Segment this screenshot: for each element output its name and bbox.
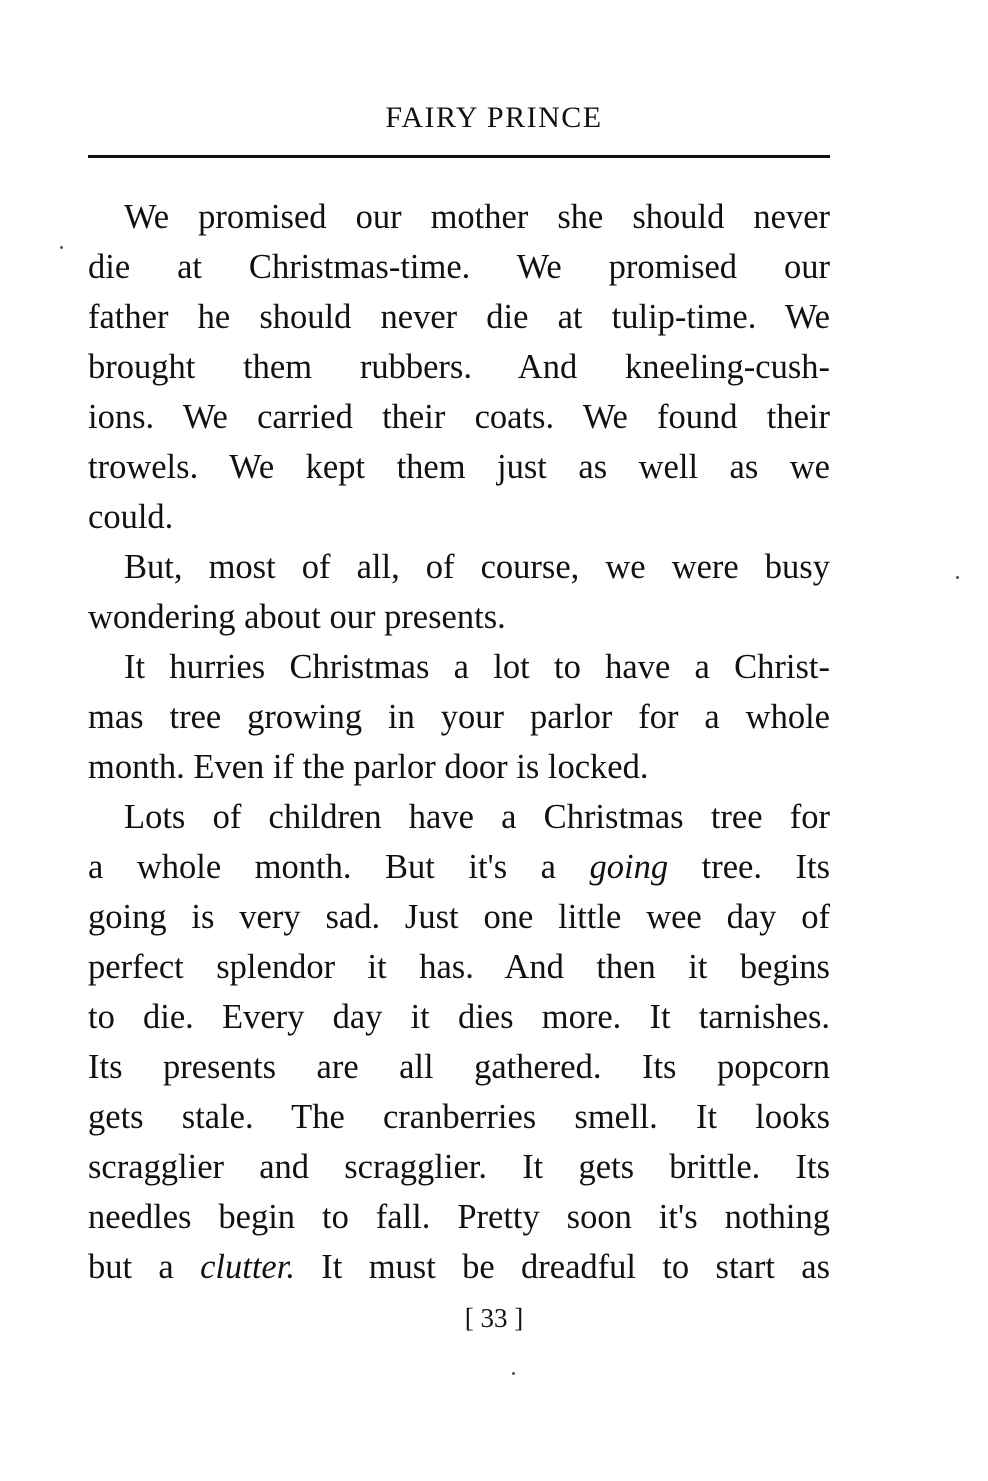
italic-word: going: [589, 848, 669, 886]
text-line: wondering about our presents.: [88, 598, 506, 636]
text-line: [88, 842, 830, 892]
text-line: needles begin to fall. Pretty soon it's nothing: [88, 1198, 830, 1236]
text-line: gets stale. The cranberries smell. It looks: [88, 1098, 830, 1136]
text-line: to die. Every day it dies more. It tarnishes.: [88, 998, 830, 1036]
text-line: perfect splendor it has. And then it begins: [88, 948, 830, 986]
italic-word: clutter.: [200, 1248, 295, 1286]
print-speck: [60, 246, 63, 249]
text-line: ions. We carried their coats. We found their: [88, 398, 830, 436]
text-line: month. Even if the parlor door is locked.: [88, 748, 649, 786]
text-line: Lots of children have a Christmas tree for: [124, 798, 830, 836]
text-line: It hurries Christmas a lot to have a Christ-: [124, 648, 830, 686]
text-line: could.: [88, 498, 174, 536]
print-speck: [956, 576, 959, 579]
print-speck: [512, 1372, 515, 1375]
header-rule: [88, 155, 830, 158]
text-line: father he should never die at tulip-time. We: [88, 298, 830, 336]
running-head: FAIRY PRINCE: [385, 101, 603, 134]
text-line: brought them rubbers. And kneeling-cush-: [88, 348, 830, 386]
text-line: die at Christmas-time. We promised our: [88, 248, 830, 286]
text-line: scragglier and scragglier. It gets brittle. Its: [88, 1148, 830, 1186]
text-line: [88, 1242, 830, 1292]
text-line: Its presents are all gathered. Its popcorn: [88, 1048, 830, 1086]
text-line: going is very sad. Just one little wee day of: [88, 898, 830, 936]
text-line: We promised our mother she should never: [124, 198, 830, 236]
text-segment: but a: [88, 1248, 201, 1286]
page-body-text: [88, 192, 830, 1292]
text-line: mas tree growing in your parlor for a whole: [88, 698, 830, 736]
text-segment: It must be dreadful to start as: [294, 1248, 830, 1286]
text-segment: tree. Its: [668, 848, 830, 886]
page-number: [ 33 ]: [464, 1303, 524, 1333]
text-segment: a whole month. But it's a: [88, 848, 590, 886]
text-line: But, most of all, of course, we were busy: [124, 548, 830, 586]
text-line: trowels. We kept them just as well as we: [88, 448, 830, 486]
